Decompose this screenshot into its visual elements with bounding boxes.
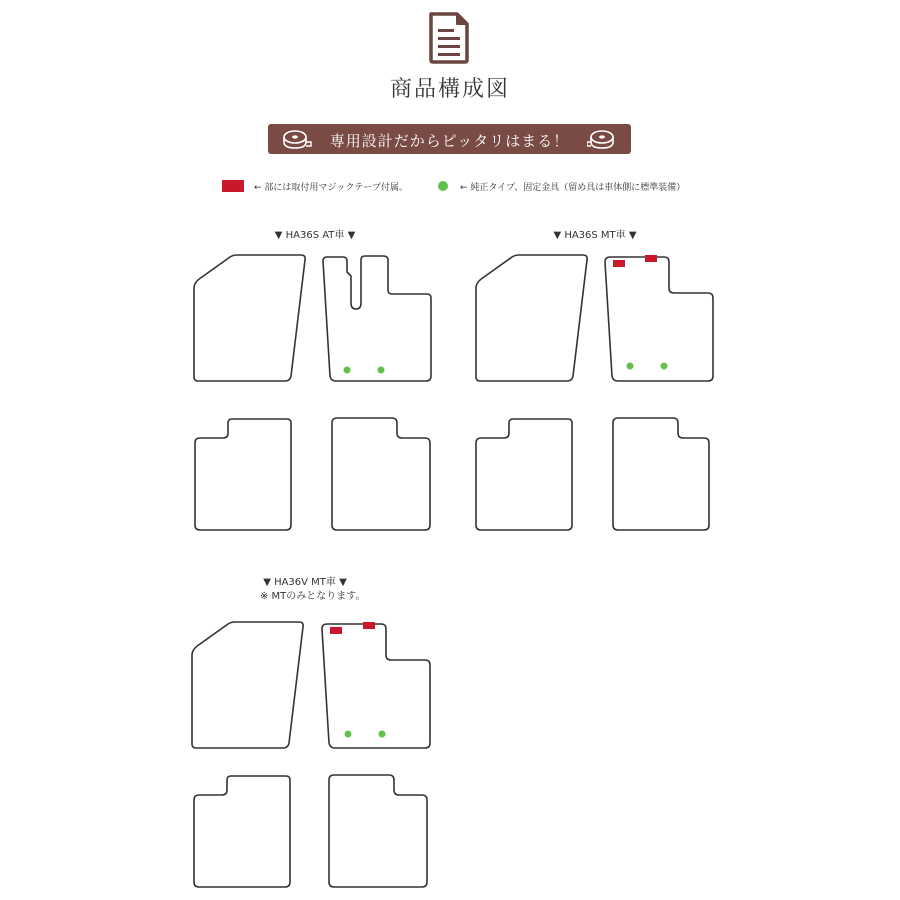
group-label-ha36v-mt: ▼ HA36V MT車 ▼ [263,577,347,588]
group-label-ha36s-at: ▼ HA36S AT車 ▼ [274,230,356,241]
rear-left-mat-v [194,776,290,887]
clip-marker [344,367,351,374]
passenger-mat-v [322,624,430,748]
rear-right-mat-at [332,418,430,530]
driver-mat-v [192,622,303,748]
rear-right-mat-v [329,775,427,887]
clip-marker [345,731,352,738]
banner-text: 専用設計だからピッタリはまる！ [329,132,570,150]
rear-left-mat-mt [476,419,572,530]
clip-marker [378,367,385,374]
passenger-mat-at [323,256,431,381]
group-note-ha36v: ※ MTのみとなります。 [260,591,366,602]
driver-mat-mt [476,255,587,381]
rear-left-mat-at [195,419,291,530]
velcro-marker [363,622,375,629]
rear-right-mat-mt [613,418,709,530]
clip-legend-text: ← 純正タイプ、固定金具（留め具は車体側に標準装備） [460,183,686,193]
clip-marker [627,363,634,370]
passenger-mat-mt [605,257,713,381]
clip-marker [379,731,386,738]
velcro-marker [330,627,342,634]
velcro-marker [613,260,625,267]
velcro-marker [645,255,657,262]
velcro-legend-text: ← 部には取付用マジックテープ付属。 [254,183,408,193]
group-label-ha36s-mt: ▼ HA36S MT車 ▼ [553,230,637,241]
page-title: 商品構成図 [389,77,510,102]
clip-marker [661,363,668,370]
driver-mat-at [194,255,305,381]
